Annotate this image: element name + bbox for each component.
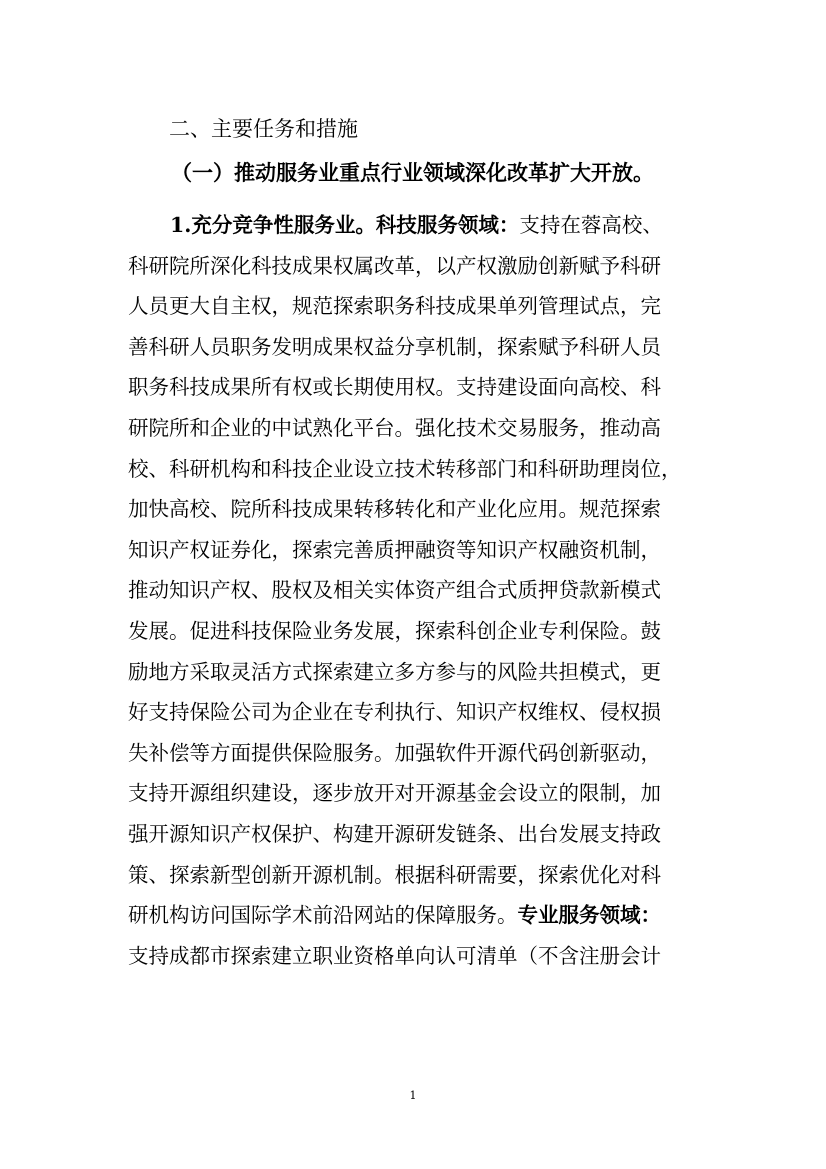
paragraph-line: 强开源知识产权保护、构建开源研发链条、出台发展支持政 — [128, 821, 661, 846]
paragraph-text: 支持在蓉高校、 — [519, 213, 663, 237]
paragraph-line: 科研院所深化科技成果权属改革，以产权激励创新赋予科研 — [128, 253, 661, 278]
subsection-heading: （一）推动服务业重点行业领域深化改革扩大开放。 — [171, 160, 654, 185]
paragraph-line: 加快高校、院所科技成果转移转化和产业化应用。规范探索 — [128, 497, 661, 522]
paragraph-line: 失补偿等方面提供保险服务。加强软件开源代码创新驱动， — [128, 740, 661, 765]
paragraph-line — [128, 205, 708, 246]
paragraph-line: 校、科研机构和科技企业设立技术转移部门和科研助理岗位， — [128, 456, 682, 481]
item-title: 1.充分竞争性服务业。科技服务领域： — [170, 213, 520, 237]
paragraph-text: 研机构访问国际学术前沿网站的保障服务。 — [128, 903, 518, 928]
paragraph-line: 人员更大自主权，规范探索职务科技成果单列管理试点，完 — [128, 294, 661, 319]
page-number: 1 — [409, 1089, 417, 1102]
paragraph-line: 推动知识产权、股权及相关实体资产组合式质押贷款新模式 — [128, 578, 661, 603]
paragraph-line: 善科研人员职务发明成果权益分享机制，探索赋予科研人员 — [128, 334, 661, 359]
body-paragraph — [128, 205, 708, 976]
paragraph-line: 支持开源组织建设，逐步放开对开源基金会设立的限制，加 — [128, 781, 661, 806]
paragraph-line: 策、探索新型创新开源机制。根据科研需要，探索优化对科 — [128, 862, 661, 887]
paragraph-line: 知识产权证券化，探索完善质押融资等知识产权融资机制， — [128, 537, 661, 562]
section-heading: 二、主要任务和措施 — [169, 117, 358, 141]
paragraph-line — [128, 895, 708, 936]
paragraph-line: 励地方采取灵活方式探索建立多方参与的风险共担模式，更 — [128, 659, 661, 684]
paragraph-line: 支持成都市探索建立职业资格单向认可清单（不含注册会计 — [128, 943, 661, 968]
paragraph-line: 好支持保险公司为企业在专利执行、知识产权维权、侵权损 — [128, 700, 661, 725]
paragraph-line: 职务科技成果所有权或长期使用权。支持建设面向高校、科 — [128, 375, 661, 400]
paragraph-line: 发展。促进科技保险业务发展，探索科创企业专利保险。鼓 — [128, 618, 661, 643]
paragraph-line: 研院所和企业的中试熟化平台。强化技术交易服务，推动高 — [128, 415, 661, 440]
inline-heading: 专业服务领域： — [517, 903, 661, 928]
